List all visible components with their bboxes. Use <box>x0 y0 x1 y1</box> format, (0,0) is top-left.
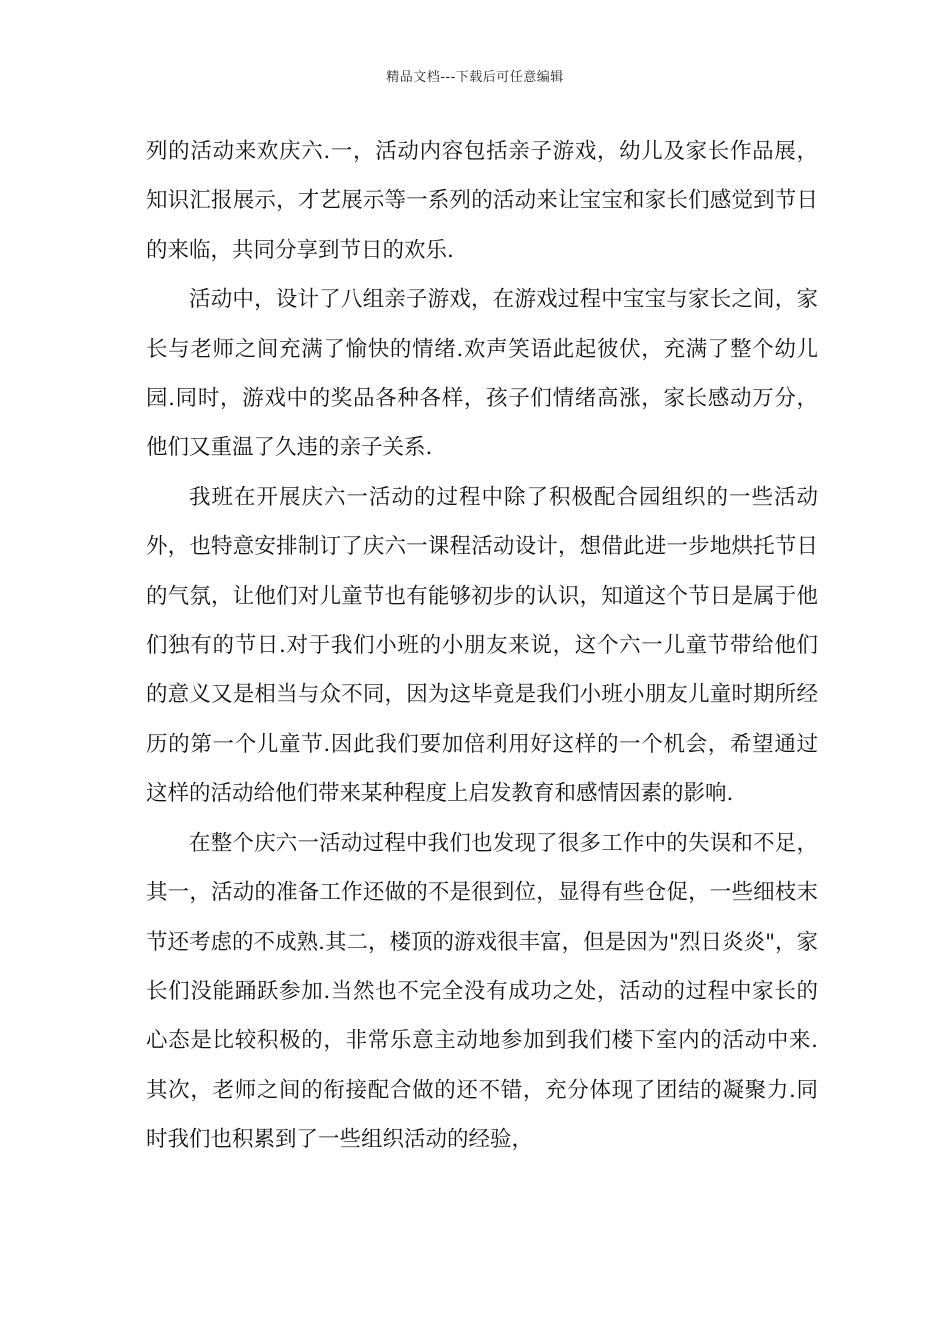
paragraph-1: 列的活动来欢庆六.一，活动内容包括亲子游戏，幼儿及家长作品展，知识汇报展示，才艺展示等一系列的活动来让宝宝和家长们感觉到节日的来临，共同分享到节日的欢乐. <box>146 139 818 263</box>
paragraph-2: 活动中，设计了八组亲子游戏，在游戏过程中宝宝与家长之间，家长与老师之间充满了愉快的情绪.欢声笑语此起彼伏，充满了整个幼儿园.同时，游戏中的奖品各种各样，孩子们情绪高涨，家长感动万分，他们又重温了久违的亲子关系. <box>146 287 818 461</box>
document-body <box>146 127 818 1165</box>
paragraph-4: 在整个庆六一活动过程中我们也发现了很多工作中的失误和不足，其一，活动的准备工作还做的不是很到位，显得有些仓促，一些细枝末节还考虑的不成熟.其二，楼顶的游戏很丰富，但是因为"烈日炎炎"，家长们没能踊跃参加.当然也不完全没有成功之处，活动的过程中家长的心态是比较积极的，非常乐意主动地参加到我们楼下室内的活动中来.其次，老师之间的衔接配合做的还不错，充分体现了团结的凝聚力.同时我们也积累到了一些组织活动的经验， <box>146 830 818 1153</box>
paragraph-3: 我班在开展庆六一活动的过程中除了积极配合园组织的一些活动外，也特意安排制订了庆六一课程活动设计，想借此进一步地烘托节日的气氛，让他们对儿童节也有能够初步的认识，知道这个节日是属于他们独有的节日.对于我们小班的小朋友来说，这个六一儿童节带给他们的意义又是相当与众不同，因为这毕竟是我们小班小朋友儿童时期所经历的第一个儿童节.因此我们要加倍利用好这样的一个机会，希望通过这样的活动给他们带来某种程度上启发教育和感情因素的影响. <box>146 484 818 807</box>
page-header: 精品文档---下载后可任意编辑 <box>386 70 564 85</box>
